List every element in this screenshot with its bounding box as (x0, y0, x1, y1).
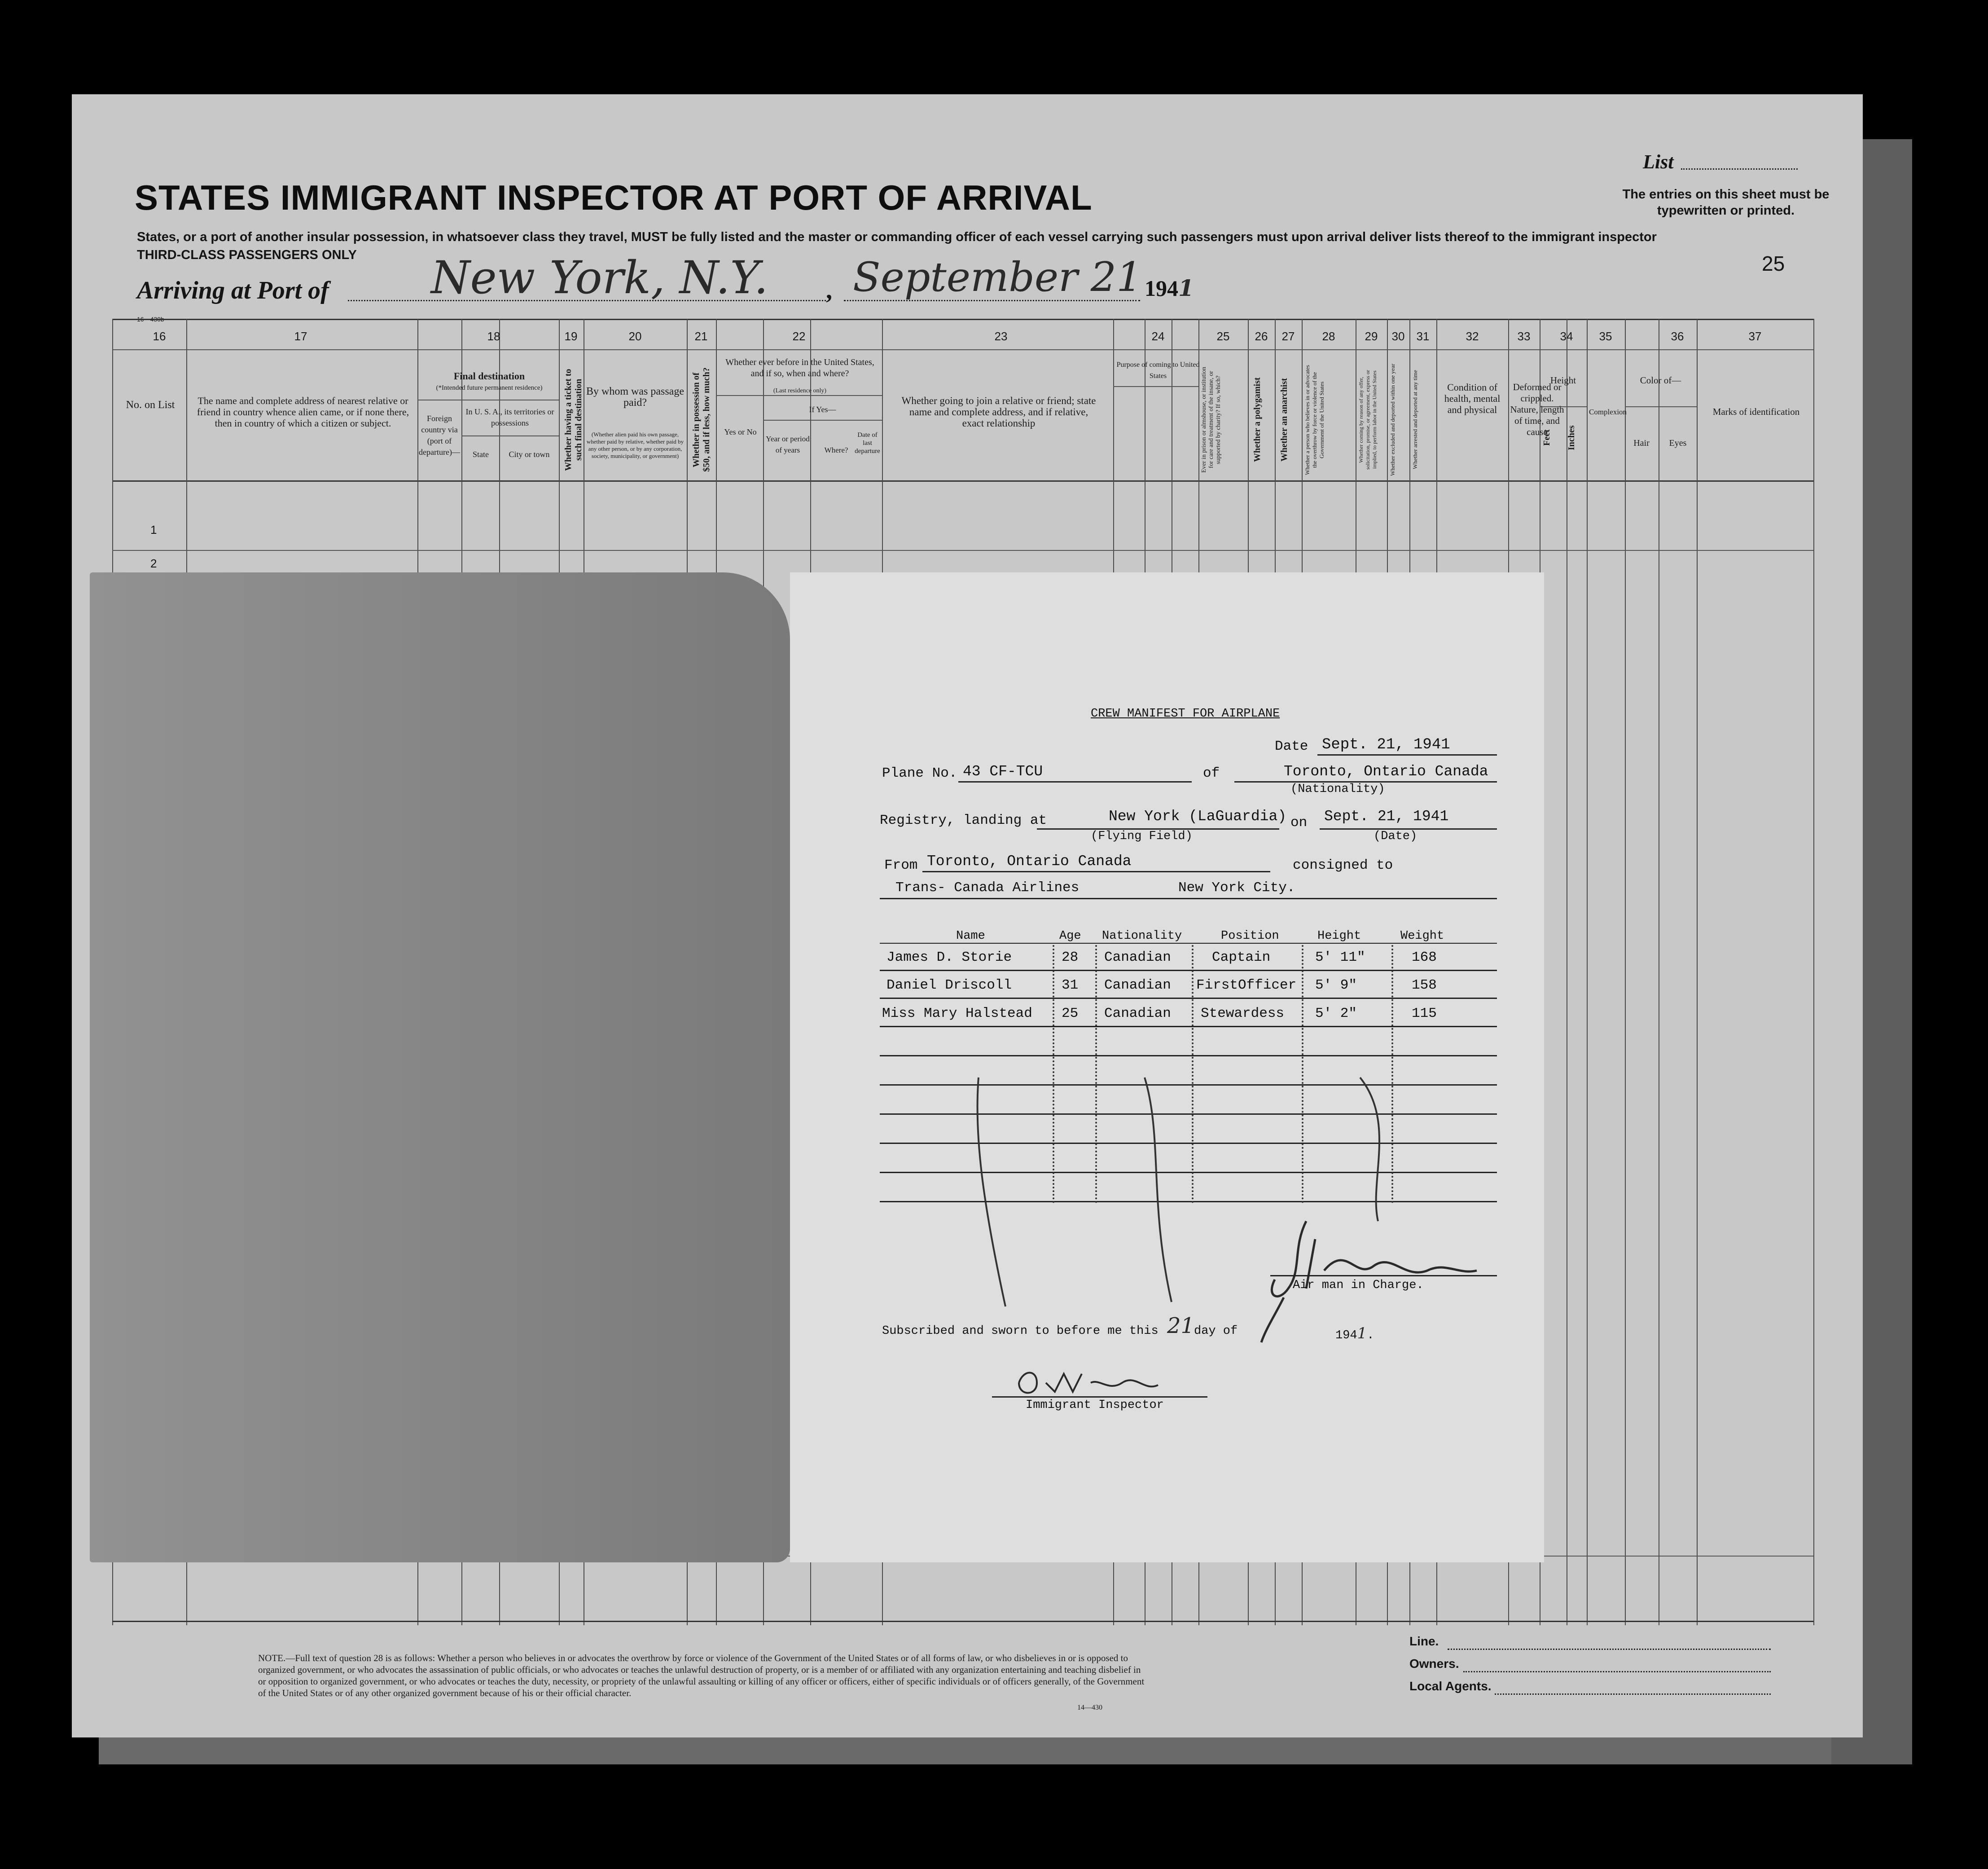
colnum-33: 33 (1517, 330, 1531, 343)
colnum-28: 28 (1322, 330, 1335, 343)
colnum-24: 24 (1151, 330, 1165, 343)
col-line (1587, 319, 1588, 1625)
colnum-17: 17 (294, 330, 307, 343)
port-handwritten: New York, N.Y. (431, 251, 768, 304)
footer-note: NOTE.—Full text of question 28 is as follows: Whether a person who believes in or advocates the overthrow by force or violence of the Government of the United States or of all forms of law, or who disbelieves in or is opposed to organized government, or who advocates the assassination of public officials, or who advocates or teaches the unlawful destruction of property, or is a member of or affiliated with any organization entertaining and teaching disbelief in or opposition to organized government, or who advocates or teaches the duty, necessity, or propriety of the unlawful assaulting or killing of any officer or officers, either of specific individuals or of officers generally, of the Government of the United States or of any other organized government because of his or their official character. (258, 1653, 1145, 1698)
head-hair: Hair (1633, 438, 1650, 448)
sworn-year: 1941. (1335, 1324, 1374, 1342)
head-going-to-join: Whether going to join a relative or friend; state name and complete address, and if relative, exact relationship (901, 395, 1096, 429)
crew-nationality: Canadian (1104, 1006, 1171, 1021)
rule (1625, 406, 1697, 407)
crew-nationality: Canadian (1104, 977, 1171, 993)
head-where: Where? (824, 446, 848, 454)
row-number-2: 2 (150, 557, 157, 570)
flying-field-caption: (Flying Field) (1091, 830, 1193, 843)
head-final-destination: Final destination (453, 370, 525, 382)
nationality-value: Toronto, Ontario Canada (1284, 763, 1488, 780)
head-no-on-list: No. on List (126, 399, 175, 411)
head-arrested: Whether arrested and deported at any time (1412, 370, 1418, 470)
colnum-32: 32 (1466, 330, 1479, 343)
colnum-36: 36 (1671, 330, 1684, 343)
arriving-label: Arriving at Port of (137, 277, 329, 304)
colnum-20: 20 (628, 330, 642, 343)
crew-weight: 158 (1412, 977, 1437, 993)
crew-header-age: Age (1059, 929, 1081, 943)
agents-dots (1495, 1693, 1771, 1695)
from-value: Toronto, Ontario Canada (927, 853, 1132, 870)
crew-manifest (790, 572, 1544, 1562)
airman-label: Air man in Charge. (1293, 1279, 1424, 1292)
class-label: THIRD-CLASS PASSENGERS ONLY (137, 248, 357, 262)
head-by-whom-sub: (Whether alien paid his own passage, whether paid by relative, whether paid by any other person, or by any corporation, society, municipality, or government) (586, 431, 684, 459)
head-labor-offer: Whether coming by reason of any offer, solicitation, promise, or agreement, express or implied, to perform labor in the United States (1358, 370, 1378, 470)
head-in-usa: In U. S. A., its territories or possessions (465, 407, 554, 427)
colnum-27: 27 (1281, 330, 1295, 343)
head-final-destination-sub: (*Intended future permanent residence) (436, 384, 543, 391)
ditto-stroke (978, 1077, 1006, 1306)
grid-top-line (112, 319, 1813, 320)
crew-header-weight: Weight (1400, 929, 1444, 943)
form-code: 16—430b (137, 316, 164, 323)
plane-number: 43 CF-TCU (963, 763, 1043, 780)
col-line (1697, 319, 1698, 1625)
head-if-yes: If Yes— (809, 405, 836, 414)
colnum-22: 22 (792, 330, 806, 343)
inspector-line (992, 1396, 1207, 1398)
colnum-23: 23 (994, 330, 1008, 343)
colnum-31: 31 (1416, 330, 1430, 343)
crew-height: 5' 11" (1315, 950, 1365, 965)
form-subtitle: States, or a port of another insular possession, in whatsoever class they travel, MUST be fully listed and the master or commanding officer of each vessel carrying such passengers must upon arrival deliver lists thereof to the immigrant inspector (137, 230, 1657, 244)
crew-weight: 115 (1412, 1006, 1437, 1021)
line-dots (1448, 1649, 1771, 1650)
head-purpose: Purpose of coming to United States (1116, 361, 1200, 380)
rule (461, 435, 559, 436)
crew-header-underline (880, 943, 1497, 944)
crew-position: Stewardess (1201, 1006, 1285, 1021)
on-label: on (1290, 815, 1308, 831)
footer-code: 14—430 (1077, 1704, 1102, 1711)
plane-label: Plane No. (882, 765, 957, 781)
form-title: STATES IMMIGRANT INSPECTOR AT PORT OF ARRIVAL (135, 178, 1093, 217)
manifest-date: Sept. 21, 1941 (1322, 736, 1450, 753)
date-caption: (Date) (1374, 830, 1417, 843)
folded-paper-shade (90, 572, 790, 1562)
from-underline (922, 871, 1270, 872)
date-handwritten: September 21 (853, 254, 1142, 301)
plane-underline (958, 781, 1192, 783)
sworn-prefix: Subscribed and sworn to before me this (882, 1324, 1159, 1338)
crew-name: Daniel Driscoll (886, 977, 1012, 993)
signature-stroke (1019, 1373, 1158, 1393)
crew-age: 25 (1062, 1006, 1079, 1021)
consignee-underline (880, 898, 1497, 899)
list-line (1681, 168, 1798, 170)
crew-age: 28 (1062, 950, 1079, 965)
col-line (1813, 319, 1814, 1625)
colnum-line (112, 349, 1813, 350)
head-foreign-country: Foreign country via (port of departure)— (419, 414, 460, 457)
rule (716, 395, 882, 396)
crew-position: FirstOfficer (1196, 977, 1297, 993)
colnum-19: 19 (564, 330, 578, 343)
colnum-16: 16 (153, 330, 166, 343)
landing-date-value: Sept. 21, 1941 (1324, 808, 1449, 825)
head-state: State (473, 450, 489, 459)
blank-row-line (880, 1055, 1497, 1056)
rule (1113, 386, 1198, 387)
head-health: Condition of health, mental and physical (1444, 382, 1501, 415)
sworn-day-of: day of (1194, 1324, 1238, 1338)
crew-header-height: Height (1317, 929, 1361, 943)
colnum-21: 21 (694, 330, 708, 343)
colnum-26: 26 (1255, 330, 1268, 343)
colnum-30: 30 (1391, 330, 1405, 343)
date-underline (1317, 754, 1497, 756)
page-number: 25 (1762, 252, 1785, 275)
list-label: List (1643, 151, 1674, 173)
manifest-date-label: Date (1275, 739, 1308, 754)
crew-header-nationality: Nationality (1102, 929, 1182, 943)
col-line (1625, 319, 1626, 1625)
nationality-caption: (Nationality) (1290, 783, 1385, 796)
rule (1540, 406, 1587, 407)
owners-label: Owners. (1409, 1657, 1459, 1671)
colnum-29: 29 (1365, 330, 1378, 343)
from-label: From (884, 858, 918, 873)
crew-header-name: Name (956, 929, 985, 943)
head-prison: Ever in prison or almshouse, or institution for care and treatment of the insane, or supported by charity? If so, which? (1201, 366, 1222, 473)
head-color-of: Color of— (1640, 375, 1681, 386)
head-deformed: Deformed or crippled. Nature, length of time, and cause (1510, 382, 1564, 437)
rule (763, 420, 882, 421)
entries-note: The entries on this sheet must be typewritten or printed. (1622, 187, 1830, 218)
head-last-residence: (Last residence only) (773, 387, 827, 394)
agents-label: Local Agents. (1409, 1679, 1492, 1693)
registry-label: Registry, landing at (880, 813, 1047, 828)
head-city-town: City or town (509, 450, 550, 459)
sworn-day: 21 (1167, 1313, 1195, 1338)
crew-row-line (880, 1026, 1497, 1027)
year-printed: 1941 (1145, 275, 1194, 301)
head-excluded: Whether excluded and deported within one year (1389, 364, 1396, 476)
crew-row-line (880, 998, 1497, 999)
head-polygamist: Whether a polygamist (1252, 377, 1262, 462)
colnum-25: 25 (1216, 330, 1230, 343)
crew-height: 5' 2" (1315, 1006, 1357, 1021)
head-yes-no: Yes or No (724, 427, 757, 436)
head-by-whom: By whom was passage paid? (586, 386, 684, 409)
ditto-stroke (1145, 1077, 1172, 1302)
head-inches: Inches (1567, 425, 1576, 450)
ditto-stroke (1360, 1077, 1379, 1221)
inspector-label: Immigrant Inspector (1026, 1398, 1164, 1412)
row-line (112, 550, 1813, 551)
airman-line (1270, 1275, 1497, 1276)
inspector-signature (1010, 1365, 1212, 1401)
manifest-title: CREW MANIFEST FOR AIRPLANE (1091, 707, 1280, 721)
head-relative-address: The name and complete address of nearest relative or friend in country whence alien came, or if none there, then in country of which a citizen or subject. (197, 395, 409, 429)
head-feet: Feet (1542, 429, 1552, 446)
head-anarchist: Whether an anarchist (1279, 378, 1289, 462)
crew-height: 5' 9" (1315, 977, 1357, 993)
head-fifty-dollars: Whether in possession of $50, and if less, how much? (691, 367, 711, 472)
crew-nationality: Canadian (1104, 950, 1171, 965)
crew-row-line (880, 970, 1497, 971)
consignee-value: Trans- Canada Airlines (895, 880, 1080, 896)
crew-position: Captain (1212, 950, 1271, 965)
crew-name: Miss Mary Halstead (882, 1006, 1032, 1021)
row-number-1: 1 (150, 523, 157, 537)
grid-bottom-line (112, 1621, 1813, 1622)
head-overthrow: Whether a person who believes in or advocates the overthrow by force or violence of the Government of the United States (1304, 365, 1325, 475)
head-ticket: Whether having a ticket to such final destination (563, 369, 584, 471)
head-last-departure: Date of last departure (855, 431, 880, 455)
line-label: Line. (1409, 1634, 1439, 1648)
colnum-37: 37 (1748, 330, 1762, 343)
crew-weight: 168 (1412, 950, 1437, 965)
head-eyes: Eyes (1669, 438, 1687, 448)
crew-age: 31 (1062, 977, 1079, 993)
head-marks: Marks of identification (1712, 406, 1800, 417)
crew-name: James D. Storie (886, 950, 1012, 965)
consignee-city: New York City. (1178, 880, 1295, 896)
colnum-35: 35 (1599, 330, 1612, 343)
colnum-18: 18 (487, 330, 500, 343)
landing-at-value: New York (LaGuardia) (1109, 808, 1287, 825)
consigned-label: consigned to (1293, 858, 1393, 873)
head-complexion: Complexion (1589, 408, 1627, 416)
comma: , (826, 277, 832, 304)
owners-dots (1463, 1671, 1771, 1672)
colnum-34: 34 (1560, 330, 1573, 343)
of-label: of (1203, 765, 1220, 781)
header-bottom-line (112, 480, 1813, 482)
head-ever-before: Whether ever before in the United States, and if so, when and where? (725, 357, 874, 378)
head-year-period: Year or period of years (766, 435, 810, 454)
head-height: Height (1550, 375, 1576, 386)
crew-header-position: Position (1221, 929, 1279, 943)
